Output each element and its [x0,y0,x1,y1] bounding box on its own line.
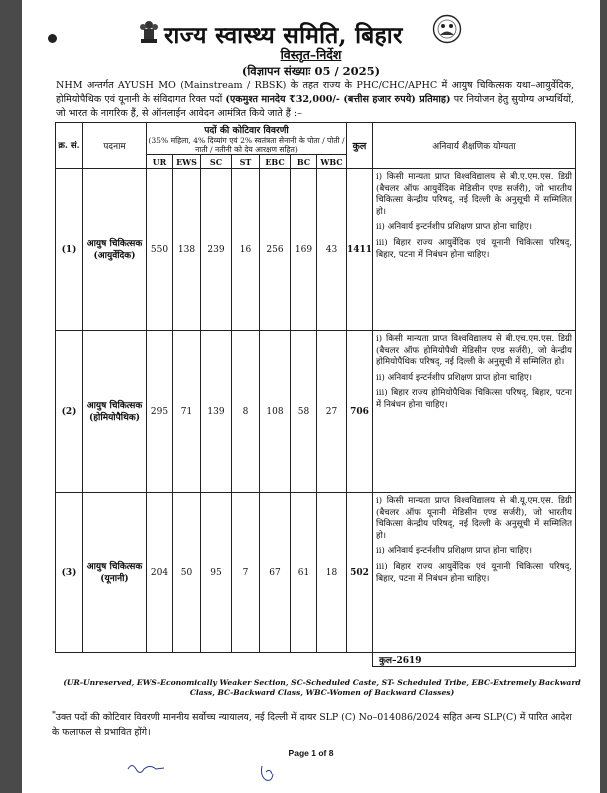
category-header: EWS [173,155,201,169]
category-header: UR [147,155,173,169]
table-header-row [56,123,576,155]
cell-value: 108 [260,331,291,493]
category-header: BC [291,155,317,169]
court-order-footnote: *उक्त पदों की कोटिवार विवरणी माननीय सर्वोच्च न्यायालय, नई दिल्ली में दायर SLP (C) No–014086/2024 सहित अन्य SLP(C) में पारित आदेश के फलाफल से प्रभावित होंगे। [52,709,572,739]
header-post: पदनाम [83,123,147,169]
cell-value: 16 [232,169,260,331]
row-total: 706 [347,331,373,493]
header-qualification: अनिवार्य शैक्षणिक योग्यता [373,123,576,169]
advertisement-number: (विज्ञापन संख्याः 05 / 2025) [241,64,381,78]
cell-value: 8 [232,331,260,493]
state-emblem-icon [138,18,160,46]
reservation-note: (35% महिला, 4% दिव्यांग एवं 2% स्वतंत्रता सेनानी के पोता / पोती / नाती / नतीनी को देय आरक्षण सहित) [148,136,345,154]
category-header: SC [201,155,232,169]
qualification-item: ii) अनिवार्य इन्टर्नशीप प्रशिक्षण प्राप्त होना चाहिए। [376,372,533,383]
cell-value: 61 [291,493,317,653]
abbreviation-note: (UR-Unreserved, EWS-Economically Weaker Section, SC-Scheduled Caste, ST- Scheduled Tribe, EBC-Extremely Backward Class, BC-Backward Class, WBC-Women of Backward Classes) [63,678,581,697]
organization-title: राज्य स्वास्थ्य समिति, बिहार [164,22,403,49]
row-sn: (2) [56,331,83,493]
letterhead [22,14,600,48]
table-row [56,493,576,653]
cell-value: 71 [173,331,201,493]
remuneration-text: (एकमुश्त मानदेय ₹32,000/- (बत्तीस हजार रुपये) प्रतिमाह) [225,94,451,105]
cell-value: 295 [147,331,173,493]
row-post: आयुष चिकित्सक (आयुर्वेदिक) [83,169,147,331]
row-total: 502 [347,493,373,653]
qualification-item: iii) बिहार राज्य आयुर्वेदिक एवं यूनानी चिकित्सा परिषद्, बिहार, पटना में निबंधन होना चाहिए। [376,561,572,584]
grand-total: कुल–2619 [373,653,576,667]
cell-value: 138 [173,169,201,331]
cell-value: 139 [201,331,232,493]
vacancy-table [55,122,576,667]
cell-value: 67 [260,493,291,653]
signature-mark [126,760,166,776]
cell-value: 204 [147,493,173,653]
cell-value: 550 [147,169,173,331]
page-number: Page 1 of 8 [288,748,334,758]
cell-value: 18 [317,493,347,653]
document-heading: विस्तृत–निर्देश [280,47,342,62]
row-sn: (1) [56,169,83,331]
row-qualification [373,331,576,493]
qualification-item: i) किसी मान्यता प्राप्त विश्वविद्यालय से बी.ए.एम.एस. डिग्री (बैचलर ऑफ आयुर्वेदिक मेडिसीन एण्ड सर्जरी), जो भारतीय चिकित्सा केन्द्रीय परिषद्, नई दिल्ली के अनुसूची में सम्मिलित हो। [376,172,572,217]
cell-value: 27 [317,331,347,493]
cell-value: 256 [260,169,291,331]
intro-paragraph: NHM अन्तर्गत AYUSH MO (Mainstream / RBSK) के तहत राज्य के PHC/CHC/APHC में आयुष चिकित्सक यथा–आयुर्वेदिक, होमियोपैथिक एवं यूनानी के संविदागत रिक्त पदों (एकमुश्त मानदेय ₹32,000/- (बत्तीस हजार रुपये) प्रतिमाह) पर नियोजन हेतु सुयोग्य अभ्यर्थियों, जो भारत के नागरिक हैं, से ऑनलाईन आवेदन आमंत्रित किये जाते हैं :– [56,80,574,119]
grand-total-row [56,653,576,667]
state-health-society-logo-icon [432,14,462,44]
category-header: EBC [260,155,291,169]
qualification-item: i) किसी मान्यता प्राप्त विश्वविद्यालय से बी.यू.एम.एस. डिग्री (बैचलर ऑफ यूनानी मेडिसीन एण्ड सर्जरी), जो भारतीय चिकित्सा केन्द्रीय परिषद्, नई दिल्ली के अनुसूची में सम्मिलित हो। [376,496,572,541]
cell-value: 239 [201,169,232,331]
document-page [22,0,600,793]
qualification-item: iii) बिहार राज्य आयुर्वेदिक एवं यूनानी चिकित्सा परिषद्, बिहार, पटना में निबंधन होना चाहिए। [376,237,572,260]
qualification-item: iii) बिहार राज्य होमियोपैथिक चिकित्सा परिषद्, बिहार, पटना में निबंधन होना चाहिए। [376,388,572,410]
cell-value: 50 [173,493,201,653]
row-post: आयुष चिकित्सक (होमियोपैथिक) [83,331,147,493]
category-header: ST [232,155,260,169]
header-total: कुल [347,123,373,169]
row-sn: (3) [56,493,83,653]
cell-value: 43 [317,169,347,331]
row-total: 1411 [347,169,373,331]
row-post: आयुष चिकित्सक (यूनानी) [83,493,147,653]
table-row [56,331,576,493]
qualification-item: ii) अनिवार्य इन्टर्नशीप प्रशिक्षण प्राप्त होना चाहिए। [376,546,533,557]
qualification-item: ii) अनिवार्य इन्टर्नशीप प्रशिक्षण प्राप्त होना चाहिए। [376,222,533,233]
header-sn: क्र. सं. [56,123,83,169]
cell-value: 58 [291,331,317,493]
cell-value: 95 [201,493,232,653]
row-qualification [373,493,576,653]
category-header: WBC [317,155,347,169]
header-category-group: पदों की कोटिवार विवरणी (35% महिला, 4% दिव्यांग एवं 2% स्वतंत्रता सेनानी के पोता / पोती / नाती / नतीनी को देय आरक्षण सहित) [147,123,347,155]
table-row [56,169,576,331]
row-qualification [373,169,576,331]
cell-value: 169 [291,169,317,331]
cell-value: 7 [232,493,260,653]
initials-mark [258,762,278,784]
qualification-item: i) किसी मान्यता प्राप्त विश्वविद्यालय से बी.एच.एम.एस. डिग्री (बैचलर ऑफ होमियोपैथी मेडिसीन एण्ड सर्जरी), जो केन्द्रीय होमियोपैथिक परिषद्, नई दिल्ली के अनुसूची में सम्मिलित हो। [376,334,572,368]
